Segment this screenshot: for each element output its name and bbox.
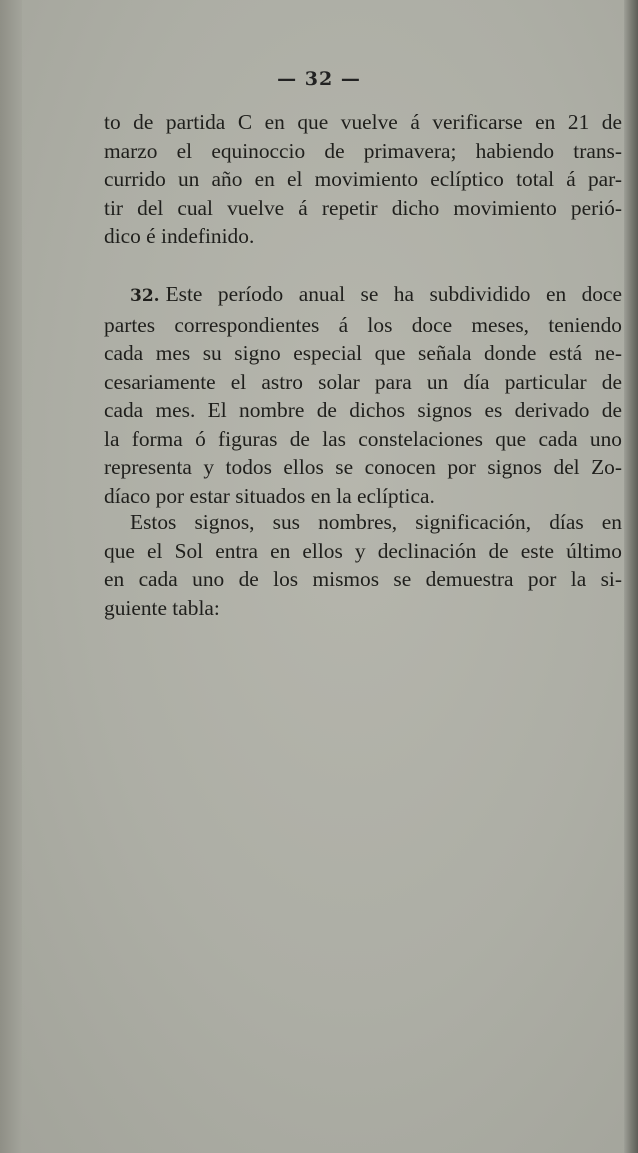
paragraph-2 (104, 280, 622, 510)
text-line: guiente tabla: (104, 595, 220, 620)
text-line: cesariamente el astro solar para un día particular de (104, 369, 622, 394)
text-line: Estos signos, sus nombres, significación, días en (130, 510, 622, 534)
text-line: en cada uno de los mismos se demuestra por la si- (104, 567, 622, 591)
text-line: tir del cual vuelve á repetir dicho movimiento perió- (104, 195, 622, 220)
text-line: que el Sol entra en ellos y declinación de este último (104, 538, 622, 563)
text-line: cada mes. El nombre de dichos signos es derivado de (104, 398, 622, 422)
text-line: currido un año en el movimiento eclíptico total á par- (104, 167, 622, 191)
text-line: to de partida C en que vuelve á verificarse en 21 de (104, 110, 622, 134)
text-line: representa y todos ellos se conocen por signos del Zo- (104, 455, 622, 479)
section-number: 32. (130, 286, 160, 306)
paragraph-3 (104, 508, 622, 622)
paragraph-1 (104, 108, 622, 251)
text-line: cada mes su signo especial que señala donde está ne- (104, 341, 622, 365)
text-line: la forma ó figuras de las constelaciones que cada uno (104, 426, 622, 451)
text-line: marzo el equinoccio de primavera; habiendo trans- (104, 138, 622, 163)
page-number: — 32 — (277, 68, 361, 90)
page-right-edge (624, 0, 638, 1153)
text-line: partes correspondientes á los doce meses, teniendo (104, 312, 622, 337)
text-line: díaco por estar situados en la eclíptica. (104, 483, 435, 508)
text-line-first (104, 280, 622, 311)
text-line: dico é indefinido. (104, 224, 255, 248)
page-left-edge (0, 0, 22, 1153)
first-line-text: Este período anual se ha subdividido en doce (165, 282, 622, 306)
